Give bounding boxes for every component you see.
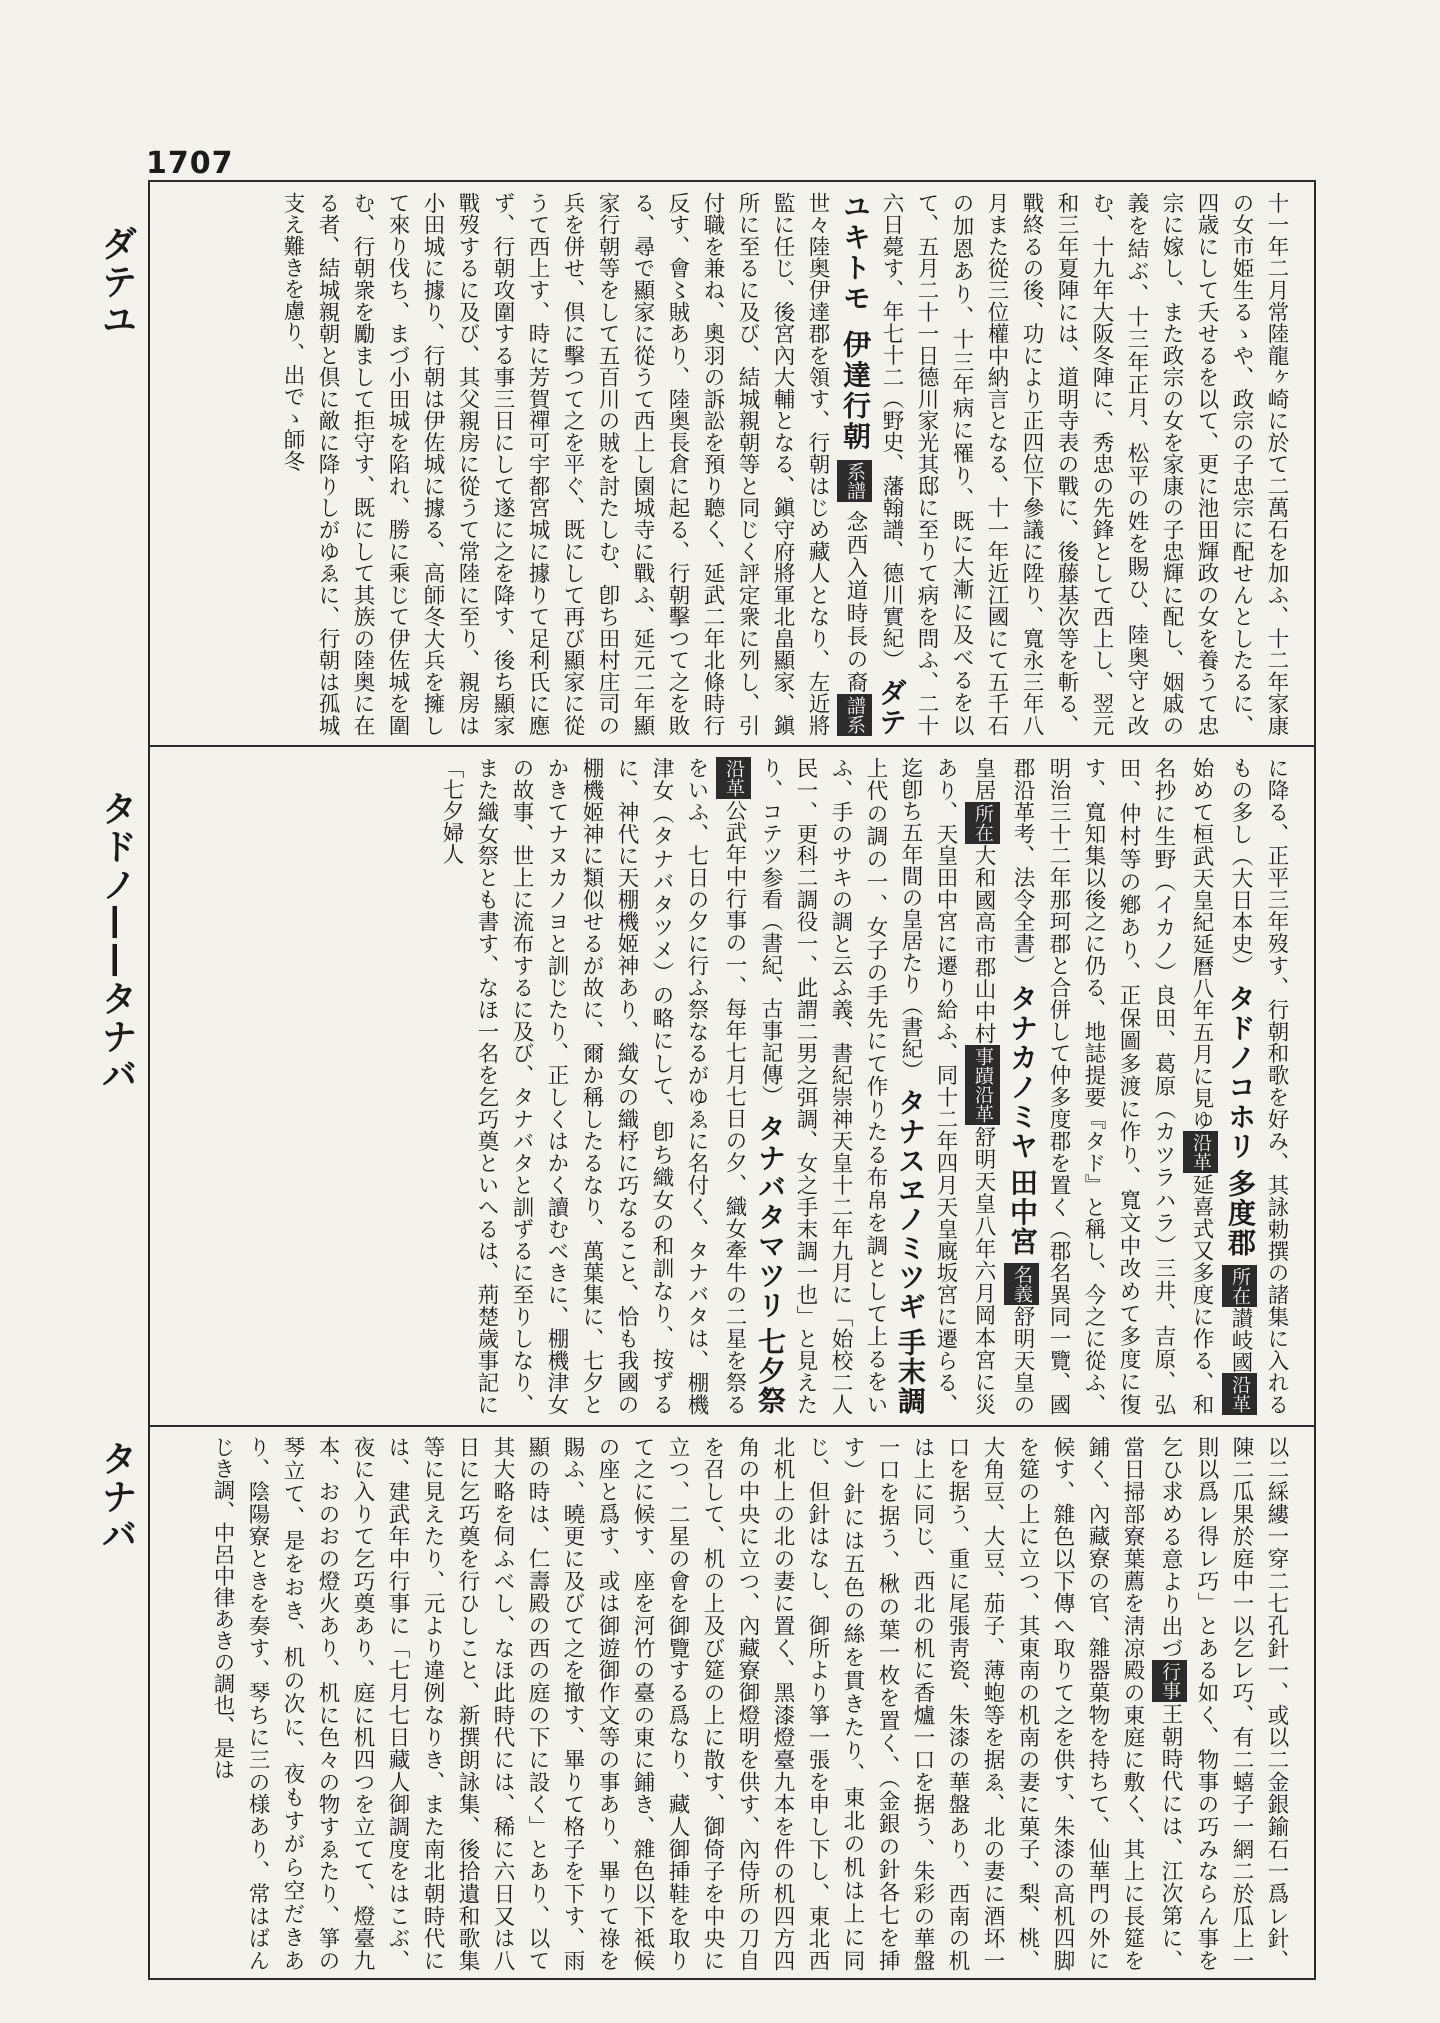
tag-badge: 事蹟沿革 [965, 1045, 1000, 1125]
headword: タナスヱノミツギ [894, 1087, 927, 1321]
index-label-top: ダテユ [96, 225, 137, 339]
section-tado-tanabata [164, 757, 1294, 1415]
entry-text: 延喜式又多度に作る、和名抄に生野（イカノ）良田、葛原（カツラハラ）三井、吉原、弘田、仲村等の鄕あり、正保圖多渡に作り、寬文中改めて多度に復す、寬知集以後之に仍る、地誌提要『タド』と稱し、今之に從ふ、明治三十二年那珂郡と合併して仲多度郡を置く（郡名異同一覽、國郡沿革考、法令全書） [1010, 757, 1214, 1415]
entry-text: 始めて桓武天皇紀延曆八年五月に見ゆ [1189, 757, 1214, 1131]
section-text [205, 1436, 1294, 1971]
continuation-text: 十一年二月常陸龍ヶ崎に於て二萬石を加ふ、十二年家康の女市姫生るゝや、政宗の子忠宗に配せんとしたるに、四歳にして夭せるを以て、更に池田輝政の女を養うて忠宗に嫁し、また政宗の女を家康の子忠輝に配し、姻戚の義を結ぶ、十三年正月、松平の姓を賜ひ、陸奥守と改む、十九年大阪冬陣に、秀忠の先鋒として西上し、翌元和三年夏陣には、道明寺表の戰に、後藤基次等を斬る、戰終るの後、功により正四位下參議に陞り、寬永三年八月また從三位權中納言となる、十一年近江國にて五千石の加恩あり、十三年病に罹り、既に大漸に及べるを以て、五月二十一日德川家光其邸に至りて病を問ふ、二十六日薨す、年七十二（野史、藩翰譜、德川實紀） [879, 192, 1289, 736]
entry-text: 世々陸奥伊達郡を領す、行朝はじめ藏人となり、左近將監に任じ、後宮內大輔となる、鎭守府將軍北畠顯家、鎭所に至るに及び、結城親朝等と同じく評定衆に列し、引付職を兼ね、奧羽の訴訟を預り聽く、延武二年北條時行反す、會〻賊あり、陸奥長倉に起る、行朝擊つて之を敗る、尋で顯家に從うて西上し園城寺に戰ふ、延元二年顯家行朝等をして五百川の賊を討たしむ、卽ち田村庄司の兵を併せ、倶に擊つて之を平ぐ、既にして再び顯家に從うて西上す、時に芳賀禪可宇都宮城に據りて足利氏に應ず、行朝攻圍する事三日にして遂に之を降す、後ち顯家戰歿するに及び、其父親房に從うて常陸に至り、親房は小田城に據り、行朝は伊佐城に據る、高師冬大兵を擁して來り伐ち、まづ小田城を陷れ、勝に乘じて伊佐城を圍む、行朝衆を勵まして拒守す、既にして其族の陸奥に在る者、結城親朝と倶に敵に降りしがゆゑに、行朝は孤城支え難きを慮り、出でゝ師冬 [280, 192, 830, 736]
headword-kanji: 手末調 [894, 1327, 927, 1415]
headword-kanji: 多度郡 [1224, 1168, 1257, 1258]
section-tanabata-continued [164, 1436, 1294, 1971]
tag-badge: 沿革 [716, 757, 751, 799]
headword-kanji: 七夕祭 [754, 1327, 787, 1415]
entry-text: 大和國高市郡山中村 [971, 843, 996, 1046]
entry-text: 上代の調の一、女子の手先にて作りたる布帛を調として上るをいふ、手のサキの調と云ふ義、書紀崇神天皇十二年九月に「始校二人民一、更科二調役一、此謂二男之弭調、女之手末調一也」と見えたり、コテツ参看（書紀、古事記傳） [758, 757, 888, 1415]
headword: ダテユキトモ [839, 192, 908, 736]
headword-kanji: 伊達行朝 [839, 330, 872, 452]
tag-badge: 行事 [1152, 1660, 1187, 1702]
entry-text: 舒明天皇の皇居 [971, 757, 1035, 1415]
tag-badge: 所在 [965, 802, 1000, 844]
entry-text: 以二綵縷一穿二七孔針一、或以二金銀鍮石一爲レ針、陳二瓜果於庭中一以乞レ巧、有二蟢子一網二於瓜上一則以爲レ得レ巧」とある如く、物事の巧みならん事を乞ひ求める意より出づ [1158, 1436, 1289, 1971]
headword-kanji: 田中宮 [1006, 1167, 1039, 1257]
headword: タドノコホリ [1224, 984, 1257, 1162]
section-text [434, 757, 1294, 1415]
section-divider [148, 1425, 1316, 1427]
index-label-middle: タドノ——タナバ [96, 790, 137, 1094]
tag-badge: 所在 [1222, 1265, 1257, 1307]
headword: タナカノミヤ [1006, 983, 1039, 1161]
tag-badge: 譜系 [837, 694, 872, 736]
section-divider [148, 745, 1316, 747]
tag-badge: 沿革 [1222, 1373, 1257, 1415]
tag-badge: 名義 [1004, 1263, 1039, 1305]
headword: タナバタマツリ [754, 1114, 787, 1321]
page-number: 1707 [146, 146, 234, 181]
entry-text: 公武年中行事の一、每年七月七日の夕、織女牽牛の二星を祭るをいふ、七日の夕に行ふ祭なるがゆゑに名付く、タナバタは、棚機津女（タナバタツメ）の略にして、卽ち織女の和訓なり、按ずるに、神代に天棚機姬神あり、織女の織杼に巧なること、恰も我國の棚機姬神に類似せるが故に、爾か稱したるなり、萬葉集に、七夕とかきてナヌカノヨと訓じたり、正しくはかく讀むべきに、棚機津女の故事、世上に流布するに及び、タナバタと訓ずるに至りしなり、また織女祭とも書す、なほ一名を乞巧奠といへるは、荊楚歲事記に「七夕婦人 [439, 757, 747, 1415]
section-text [275, 192, 1294, 736]
entry-text: 念西入道時長の裔 [843, 510, 868, 694]
continuation-text: に降る、正平三年歿す、行朝和歌を好み、其詠勅撰の諸集に入れるもの多し（大日本史） [1228, 757, 1289, 1415]
entry-text: 舒明天皇八年六月岡本宮に災あり、天皇田中宮に遷り給ふ、同十二年四月天皇廐坂宮に遷らる、迄卽ち五年間の皇居たり（書紀） [898, 757, 996, 1415]
tag-badge: 沿革 [1183, 1131, 1218, 1173]
entry-text: 讃岐國 [1228, 1306, 1253, 1374]
entry-text: 王朝時代には、江次第に、當日掃部寮葉薦を淸凉殿の東庭に敷く、其上に長筵を鋪く、內藏寮の官、雜器菓物を持ちて、仙華門の外に候す、雜色以下傳へ取りて之を供す、朱漆の高机四脚を筵の上に立つ、其東南の机南の妻に菓子、梨、桃、大角豆、大豆、茄子、薄蚫等を据ゑ、北の妻に酒坏一口を据う、重に尾張靑瓷、朱漆の華盤あり、西南の机は上に同じ、西北の机に香爐一口を据う、朱彩の華盤一口を据う、楸の葉一枚を置く、（金銀の針各七を挿す）針には五色の絲を貫きたり、東北の机は上に同じ、但針はなし、御所より箏一張を申し下し、東北西北机上の北の妻に置く、黑漆燈臺九本を件の机四方四角の中央に立つ、內藏寮御燈明を供す、內侍所の刀自を召して、机の上及び筵の上に散す、御倚子を中央に立つ、二星の會を御覽する爲なり、藏人御挿鞋を取りて之に候す、座を河竹の臺の東に鋪き、雜色以下祗候の座と爲す、或は御遊御作文等の事あり、畢りて祿を賜ふ、曉更に及びて之を撤す、畢りて格子を下す、雨顯の時は、仁壽殿の西の庭の下に設く」とあり、以て其大略を伺ふべし、なほ此時代には、稀に六日又は八日に乞巧奠を行ひしこと、新撰朗詠集、後拾遺和歌集等に見えたり、元より違例なりき、また南北朝時代には、建武年中行事に「七月七日藏人御調度をはこぶ、夜に入りて乞巧奠あり、庭に机四つを立てて、燈臺九本、おのおの燈火あり、机に色々の物すゑたり、箏の琴立て、是をおき、机の次に、夜もすがら空だきあり、陰陽寮ときを奏す、琴ちに三の様あり、常はばんじき調、中呂中律あきの調也、是は [210, 1436, 1183, 1971]
index-label-bottom: タナバ [96, 1440, 137, 1554]
tag-badge: 系譜 [837, 460, 872, 502]
section-date-yukitomo [164, 192, 1294, 736]
